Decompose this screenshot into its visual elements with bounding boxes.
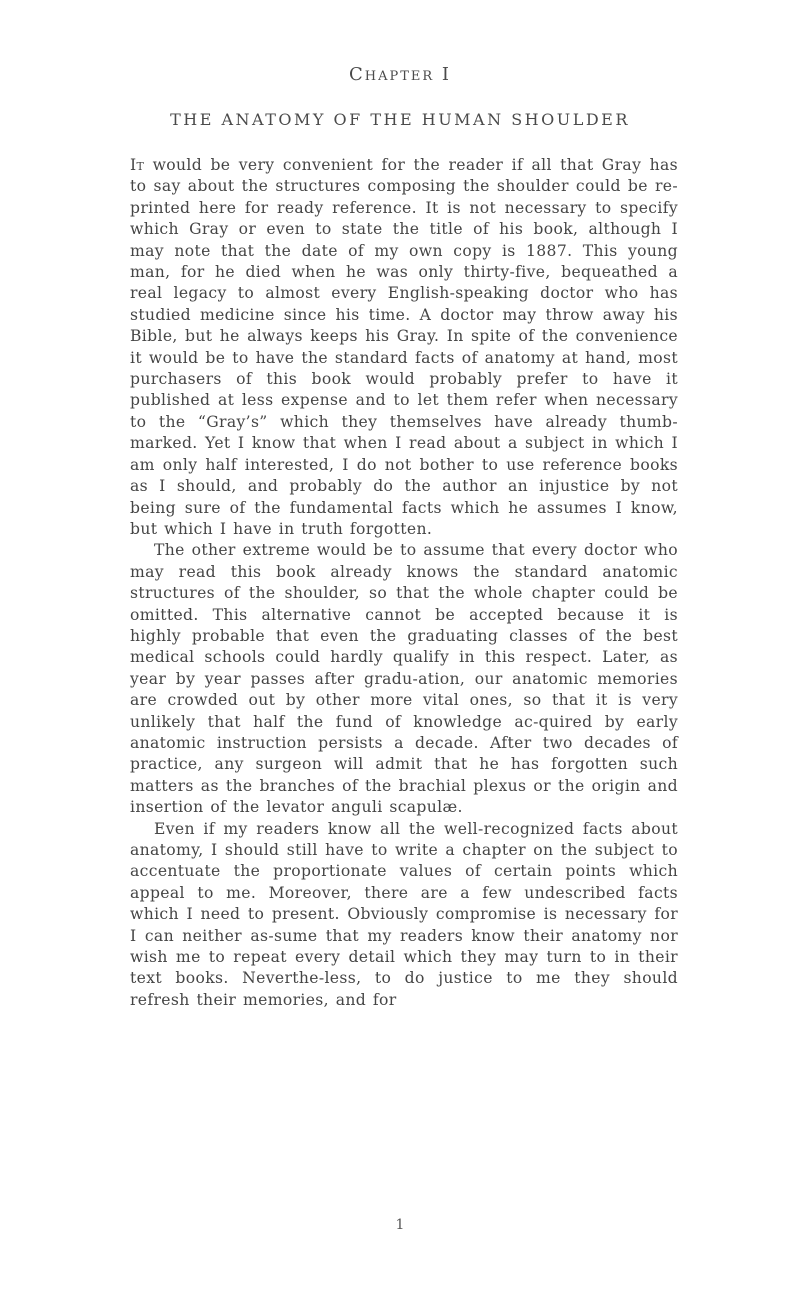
chapter-title: THE ANATOMY OF THE HUMAN SHOULDER bbox=[170, 110, 630, 129]
chapter-label: Chapter I bbox=[348, 64, 452, 85]
paragraph-1 bbox=[130, 155, 678, 540]
page-number: 1 bbox=[395, 1217, 405, 1233]
paragraph-lead-word: It bbox=[130, 156, 145, 174]
paragraph-2 bbox=[130, 540, 678, 818]
paragraph-text: would be very convenient for the reader if all that Gray has to say about the structures composing the shoulder could be re-printed here for ready reference. It is not necessary to specify which Gray or even to state the title of his book, although I may note that the date of my own copy is 1887. This young man, for he died when he was only thirty-five, bequeathed a real legacy to almost every English-speaking doctor who has studied medicine since his time. A doctor may throw away his Bible, but he always keeps his Gray. In spite of the convenience it would be to have the standard facts of anatomy at hand, most purchasers of this book would probably prefer to have it published at less expense and to let them refer when necessary to the “Gray’s” which they themselves have already thumb-marked. Yet I know that when I read about a subject in which I am only half interested, I do not bother to use reference books as I should, and probably do the author an injustice by not being sure of the fundamental facts which he assumes I know, but which I have in truth forgotten. bbox=[130, 156, 678, 538]
paragraph-text: Even if my readers know all the well-recognized facts about anatomy, I should still have to write a chapter on the subject to accentuate the proportionate values of certain points which appeal to me. Moreover, there are a few undescribed facts which I need to present. Obviously compromise is necessary for I can neither as-sume that my readers know their anatomy nor wish me to repeat every detail which they may turn to in their text books. Neverthe-less, to do justice to me they should refresh their memories, and for bbox=[130, 819, 678, 1009]
chapter-body bbox=[130, 155, 678, 1011]
paragraph-3 bbox=[130, 819, 678, 1012]
paragraph-text: The other extreme would be to assume that every doctor who may read this book already knows the standard anatomic structures of the shoulder, so that the whole chapter could be omitted. This alternative cannot be accepted because it is highly probable that even the graduating classes of the best medical schools could hardly qualify in this respect. Later, as year by year passes after gradu-ation, our anatomic memories are crowded out by other more vital ones, so that it is very unlikely that half the fund of knowledge ac-quired by early anatomic instruction persists a decade. After two decades of practice, any surgeon will admit that he has forgotten such matters as the branches of the brachial plexus or the origin and insertion of the levator anguli scapulæ. bbox=[130, 541, 678, 817]
